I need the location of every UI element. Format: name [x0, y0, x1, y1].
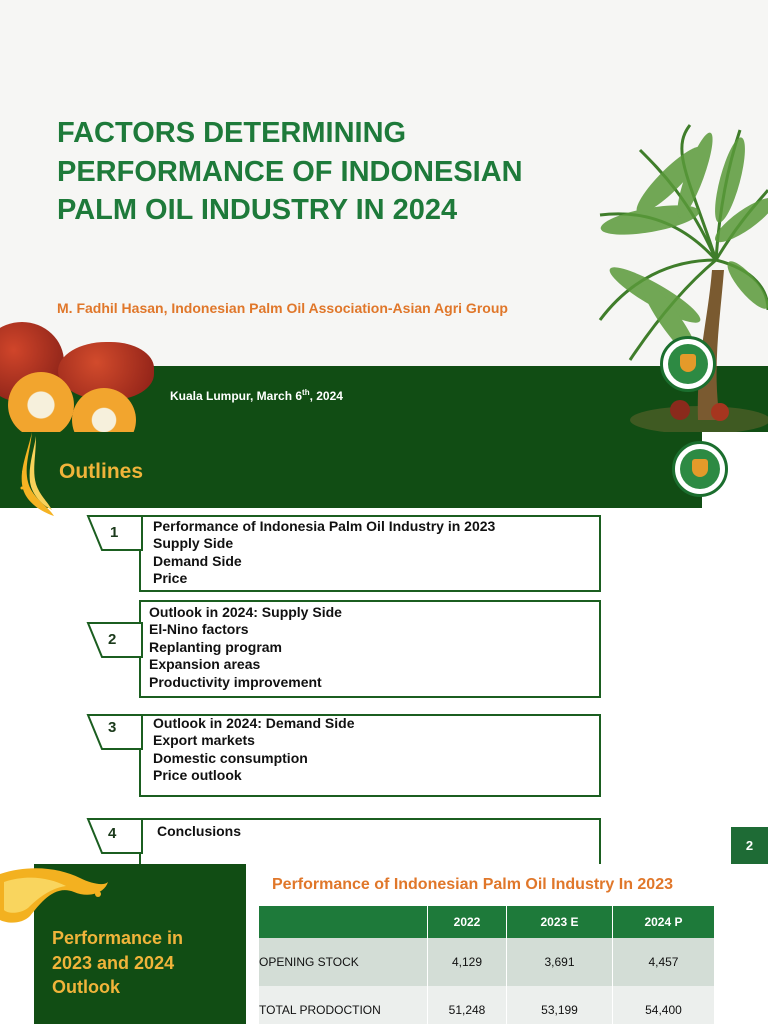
gapki-logo: [672, 441, 728, 497]
outline-item-number: 3: [108, 719, 117, 736]
outline-line: Supply Side: [153, 535, 234, 552]
table-cell: 51,248: [427, 986, 506, 1024]
venue-date-sup: th: [302, 388, 310, 397]
outline-line: Price outlook: [153, 767, 242, 784]
outline-line: Demand Side: [153, 552, 242, 569]
table-cell: 4,129: [427, 938, 506, 986]
table-header-row: [259, 906, 715, 938]
outline-item-text: [153, 518, 495, 588]
performance-slide: [0, 864, 768, 1024]
outline-line: Expansion areas: [149, 656, 261, 673]
outline-item-text: [157, 823, 241, 840]
title-slide: [0, 0, 768, 432]
table-cell: 3,691: [507, 938, 613, 986]
venue-date-suffix: , 2024: [309, 389, 343, 403]
outline-line: Productivity improvement: [149, 673, 322, 690]
venue-date: [170, 388, 343, 403]
title-line: PALM OIL INDUSTRY IN 2024: [57, 194, 458, 226]
outline-line: Replanting program: [149, 638, 283, 655]
table-cell: 53,199: [507, 986, 613, 1024]
oil-splash-icon: [0, 864, 110, 926]
outline-line: Outlook in 2024: Demand Side: [153, 715, 355, 731]
presentation-title: [57, 114, 577, 230]
venue-date-prefix: Kuala Lumpur, March 6: [170, 389, 303, 403]
author-line: M. Fadhil Hasan, Indonesian Palm Oil Association-Asian Agri Group: [57, 300, 508, 316]
outline-item-text: [153, 715, 355, 785]
table-row: [259, 938, 715, 986]
title-line: PERFORMANCE OF INDONESIAN: [57, 155, 523, 188]
table-cell: OPENING STOCK: [259, 938, 427, 986]
outline-line: Outlook in 2024: Supply Side: [149, 604, 342, 620]
table-header-cell: [259, 906, 427, 938]
outline-item-number: 2: [108, 631, 117, 648]
panel-title: [52, 926, 237, 1000]
outlines-slide: [0, 432, 768, 864]
outline-item-number: 4: [108, 825, 117, 842]
table-row: [259, 986, 715, 1024]
outline-line: Conclusions: [157, 823, 242, 839]
outline-line: Domestic consumption: [153, 749, 308, 766]
outline-line: Price: [153, 570, 188, 587]
panel-title-line: Outlook: [52, 977, 120, 997]
table-heading: Performance of Indonesian Palm Oil Industry In 2023: [272, 876, 673, 893]
outline-item-text: [149, 604, 342, 691]
outline-line: Export markets: [153, 732, 255, 749]
table-header-cell: 2023 E: [507, 906, 613, 938]
page-number-badge: 2: [731, 827, 768, 864]
panel-title-line: 2023 and 2024: [52, 952, 175, 973]
table-header-cell: 2022: [427, 906, 506, 938]
title-line: FACTORS DETERMINING: [57, 117, 407, 149]
table-cell: TOTAL PRODOCTION: [259, 986, 427, 1024]
outline-item-number: 1: [110, 524, 119, 541]
slide-title: Outlines: [59, 460, 144, 483]
gapki-logo: [660, 336, 716, 392]
outline-line: El-Nino factors: [149, 621, 249, 638]
performance-table: [259, 906, 715, 1024]
table-cell: 54,400: [612, 986, 714, 1024]
panel-title-line: Performance in: [52, 928, 184, 948]
outline-line: Performance of Indonesia Palm Oil Industry in 2023: [153, 518, 496, 534]
table-cell: 4,457: [612, 938, 714, 986]
oil-drop-icon: [18, 432, 58, 518]
table-header-cell: 2024 P: [612, 906, 714, 938]
